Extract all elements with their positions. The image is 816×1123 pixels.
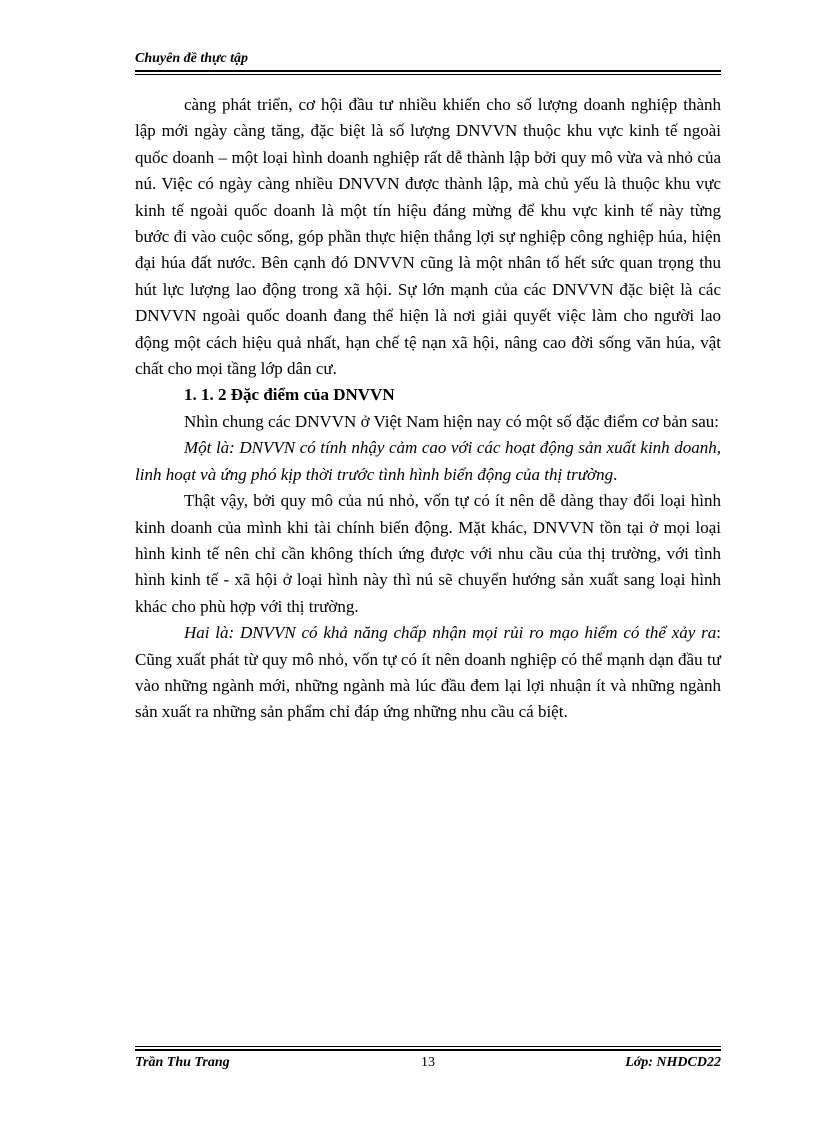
header-rule-thin: [135, 74, 721, 75]
paragraph-5-italic: Hai là: DNVVN có khả năng chấp nhận mọi rủi ro mạo hiểm có thể xảy ra: [184, 623, 717, 643]
footer-author: Trần Thu Trang: [135, 1055, 230, 1070]
page-header: [135, 50, 721, 75]
paragraph-1: càng phát triển, cơ hội đầu tư nhiều khiến cho số lượng doanh nghiệp thành lập mới ngày càng tăng, đặc biệt là số lượng DNVVN thuộc khu vực kinh tế ngoài quốc doanh – một loại hình doanh nghiệp rất dễ thành lập bởi quy mô vừa và nhỏ của nú. Việc có ngày càng nhiều DNVVN được thành lập, mà chủ yếu là thuộc khu vực kinh tế ngoài quốc doanh là một tín hiệu đáng mừng để khu vực kinh tế này từng bước đi vào cuộc sống, góp phần thực hiện thắng lợi sự nghiệp công nghiệp húa, hiện đại húa đất nước. Bên cạnh đó DNVVN cũng là một nhân tố hết sức quan trọng thu hút lực lượng lao động trong xã hội. Sự lớn mạnh của các DNVVN đặc biệt là các DNVVN ngoài quốc doanh đang thể hiện là nơi giải quyết việc làm cho người lao động một cách hiệu quả nhất, hạn chế tệ nạn xã hội, nâng cao đời sống văn húa, vật chất cho mọi tầng lớp dân cư.: [135, 95, 721, 379]
footer-class-label: Lớp: NHDCD22: [625, 1055, 721, 1070]
paragraph-3-tail: .: [613, 464, 618, 484]
footer-page-number: 13: [421, 1055, 435, 1070]
paragraph-5: [135, 620, 721, 726]
header-title: Chuyên đề thực tập: [135, 51, 249, 66]
footer-row: [135, 1055, 721, 1075]
header-rule-thick: [135, 70, 721, 72]
footer-rule-thin: [135, 1046, 721, 1047]
section-heading: 1. 1. 2 Đặc điểm của DNVVN: [184, 385, 395, 405]
paragraph-3: [135, 435, 721, 488]
page-footer: [135, 1046, 721, 1075]
paragraph-3-italic: Một là: DNVVN có tính nhậy cảm cao với các hoạt động sản xuất kinh doanh, linh hoạt và ứng phó kịp thời trước tình hình biến động của thị trường: [135, 438, 721, 484]
paragraph-2: Nhìn chung các DNVVN ở Việt Nam hiện nay có một số đặc điểm cơ bản sau:: [184, 411, 720, 431]
paragraph-4: Thật vậy, bởi quy mô của nú nhỏ, vốn tự có ít nên dễ dàng thay đổi loại hình kinh doanh của mình khi tài chính biến động. Mặt khác, DNVVN tồn tại ở mọi loại hình kinh tế nên chỉ cần không thích ứng được với nhu cầu của thị trường, với tình hình kinh tế - xã hội ở loại hình này thì nú sẽ chuyển hướng sản xuất sang loại hình khác cho phù hợp với thị trường.: [135, 491, 721, 616]
document-body: [135, 92, 721, 726]
paragraph-5-tail: : Cũng xuất phát từ quy mô nhỏ, vốn tự có ít nên doanh nghiệp có thể mạnh dạn đầu tư vào những ngành mới, những ngành mà lúc đầu đem lại lợi nhuận ít và những ngành sản xuất ra những sản phẩm chỉ đáp ứng những nhu cầu cá biệt.: [135, 623, 721, 722]
footer-rule-thick: [135, 1049, 721, 1051]
